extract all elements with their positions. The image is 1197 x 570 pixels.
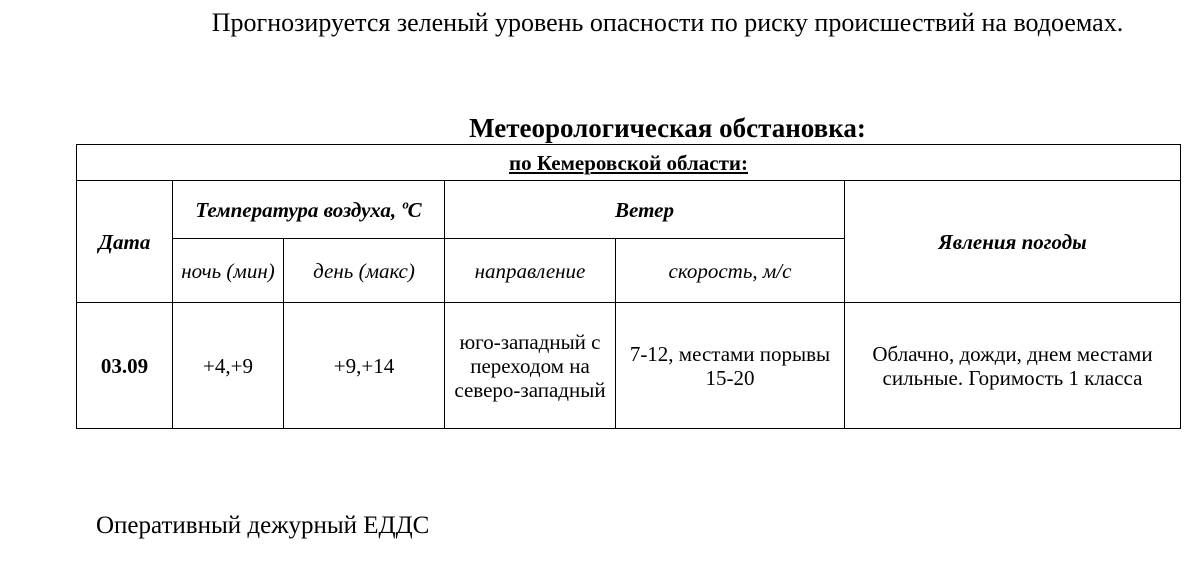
section-title: Метеорологическая обстановка: bbox=[469, 113, 866, 143]
direction-subheader: направление bbox=[445, 239, 616, 303]
phenomena-header: Явления погоды bbox=[845, 181, 1181, 303]
wind-direction-cell: юго-западный с переходом на северо-западный bbox=[445, 303, 616, 429]
day-temp-cell: +9,+14 bbox=[284, 303, 445, 429]
weather-table bbox=[76, 144, 1181, 429]
date-cell: 03.09 bbox=[77, 303, 173, 429]
night-subheader: ночь (мин) bbox=[173, 239, 284, 303]
footer-signature: Оперативный дежурный ЕДДС bbox=[96, 512, 430, 539]
table-header-row bbox=[77, 181, 1181, 239]
table-region-row bbox=[77, 145, 1181, 181]
table-row bbox=[77, 303, 1181, 429]
region-header: по Кемеровской области: bbox=[77, 145, 1181, 181]
speed-subheader: скорость, м/с bbox=[616, 239, 845, 303]
night-temp-cell: +4,+9 bbox=[173, 303, 284, 429]
temperature-header: Температура воздуха, ºС bbox=[173, 181, 445, 239]
wind-speed-cell: 7-12, местами порывы 15-20 bbox=[616, 303, 845, 429]
day-subheader: день (макс) bbox=[284, 239, 445, 303]
forecast-headline: Прогнозируется зеленый уровень опасности по риску происшествий на водоемах. bbox=[211, 8, 1124, 37]
phenomena-cell: Облачно, дожди, днем местами сильные. Горимость 1 класса bbox=[845, 303, 1181, 429]
date-header: Дата bbox=[77, 181, 173, 303]
wind-header: Ветер bbox=[445, 181, 845, 239]
